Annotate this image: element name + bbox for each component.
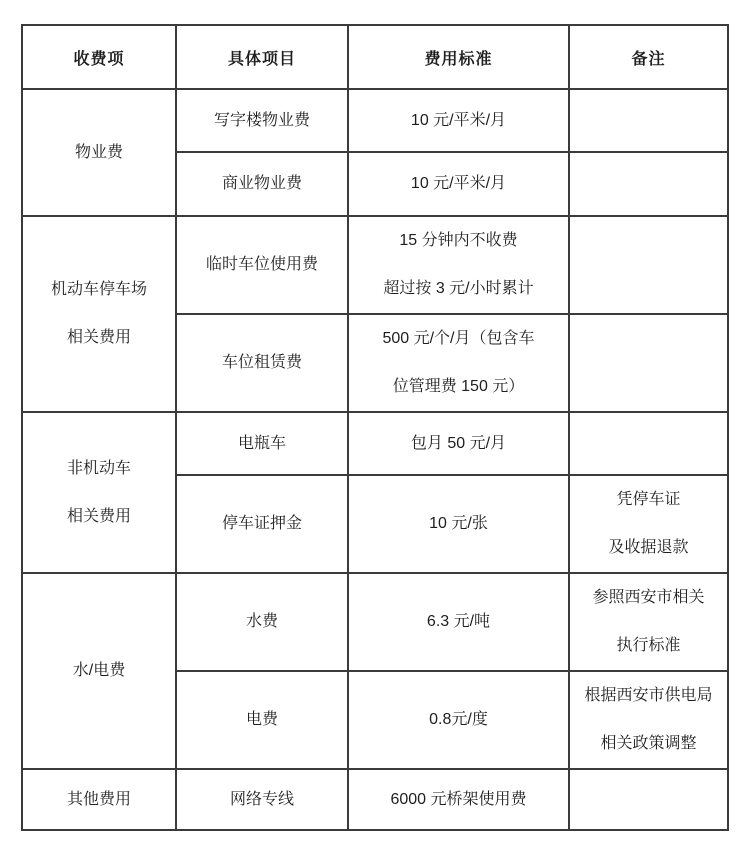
cell-remark — [569, 152, 728, 216]
cell-line: 相关政策调整 — [600, 735, 697, 752]
cell-line: 位管理费 150 元） — [392, 378, 525, 395]
cell-line: 包月 50 元/月 — [410, 434, 507, 452]
table-row — [22, 769, 728, 830]
cell-remark — [569, 89, 728, 152]
header-fee-standard: 费用标准 — [348, 25, 569, 89]
cell-item — [176, 671, 348, 769]
header-remark: 备注 — [569, 25, 728, 89]
cell-line: 凭停车证 — [616, 491, 681, 508]
cell-item — [176, 216, 348, 314]
cell-line: 车位租赁费 — [221, 354, 302, 371]
cell-line: 非机动车 — [66, 459, 131, 477]
cell-line: 物业费 — [74, 143, 123, 161]
cell-line: 停车证押金 — [221, 515, 302, 532]
cell-line: 相关费用 — [66, 507, 131, 525]
cell-item — [176, 152, 348, 216]
cell-line: 500 元/个/月（包含车 — [382, 330, 535, 347]
cell-line: 6000 元桥架使用费 — [390, 790, 527, 808]
cell-remark — [569, 216, 728, 314]
cell-remark — [569, 769, 728, 830]
cell-line: 6.3 元/吨 — [426, 613, 491, 630]
cell-line: 水/电费 — [72, 662, 126, 679]
cell-remark — [569, 475, 728, 573]
cell-category-motor-parking — [22, 216, 176, 412]
cell-category-non-motor — [22, 412, 176, 573]
cell-remark — [569, 412, 728, 475]
cell-category-other-fee — [22, 769, 176, 830]
cell-category-property-fee — [22, 89, 176, 216]
header-fee-category: 收费项 — [22, 25, 176, 89]
cell-line: 10 元/张 — [429, 515, 488, 532]
cell-line: 水费 — [245, 613, 278, 630]
cell-line: 参照西安市相关 — [592, 589, 705, 606]
cell-item — [176, 475, 348, 573]
fee-schedule-table — [21, 24, 729, 831]
cell-item — [176, 412, 348, 475]
header-specific-item: 具体项目 — [176, 25, 348, 89]
table-row — [22, 89, 728, 152]
cell-standard — [348, 412, 569, 475]
cell-standard — [348, 216, 569, 314]
cell-remark — [569, 314, 728, 412]
cell-line: 10 元/平米/月 — [410, 175, 507, 192]
cell-standard — [348, 573, 569, 671]
cell-standard — [348, 89, 569, 152]
cell-line: 商业物业费 — [221, 175, 302, 192]
table-row — [22, 573, 728, 671]
cell-line: 电费 — [245, 711, 278, 728]
cell-line: 电瓶车 — [237, 434, 286, 452]
cell-line: 执行标准 — [616, 637, 681, 654]
cell-standard — [348, 671, 569, 769]
cell-line: 写字楼物业费 — [213, 111, 310, 129]
cell-remark — [569, 573, 728, 671]
table-row — [22, 216, 728, 314]
cell-line: 0.8元/度 — [429, 711, 488, 728]
cell-line: 根据西安市供电局 — [584, 687, 713, 704]
cell-standard — [348, 475, 569, 573]
cell-standard — [348, 152, 569, 216]
cell-line: 超过按 3 元/小时累计 — [383, 280, 534, 297]
cell-item — [176, 769, 348, 830]
cell-item — [176, 89, 348, 152]
cell-item — [176, 314, 348, 412]
cell-line: 其他费用 — [66, 790, 131, 808]
cell-line: 机动车停车场 — [50, 281, 147, 298]
cell-line: 相关费用 — [66, 329, 131, 346]
table-row — [22, 412, 728, 475]
cell-remark — [569, 671, 728, 769]
cell-line: 10 元/平米/月 — [410, 111, 507, 129]
cell-line: 15 分钟内不收费 — [399, 232, 518, 249]
cell-standard — [348, 314, 569, 412]
cell-line: 及收据退款 — [608, 539, 689, 556]
cell-item — [176, 573, 348, 671]
cell-line: 临时车位使用费 — [205, 256, 318, 273]
cell-line: 网络专线 — [229, 790, 294, 808]
cell-category-water-electricity — [22, 573, 176, 769]
table-header-row — [22, 25, 728, 89]
cell-standard — [348, 769, 569, 830]
